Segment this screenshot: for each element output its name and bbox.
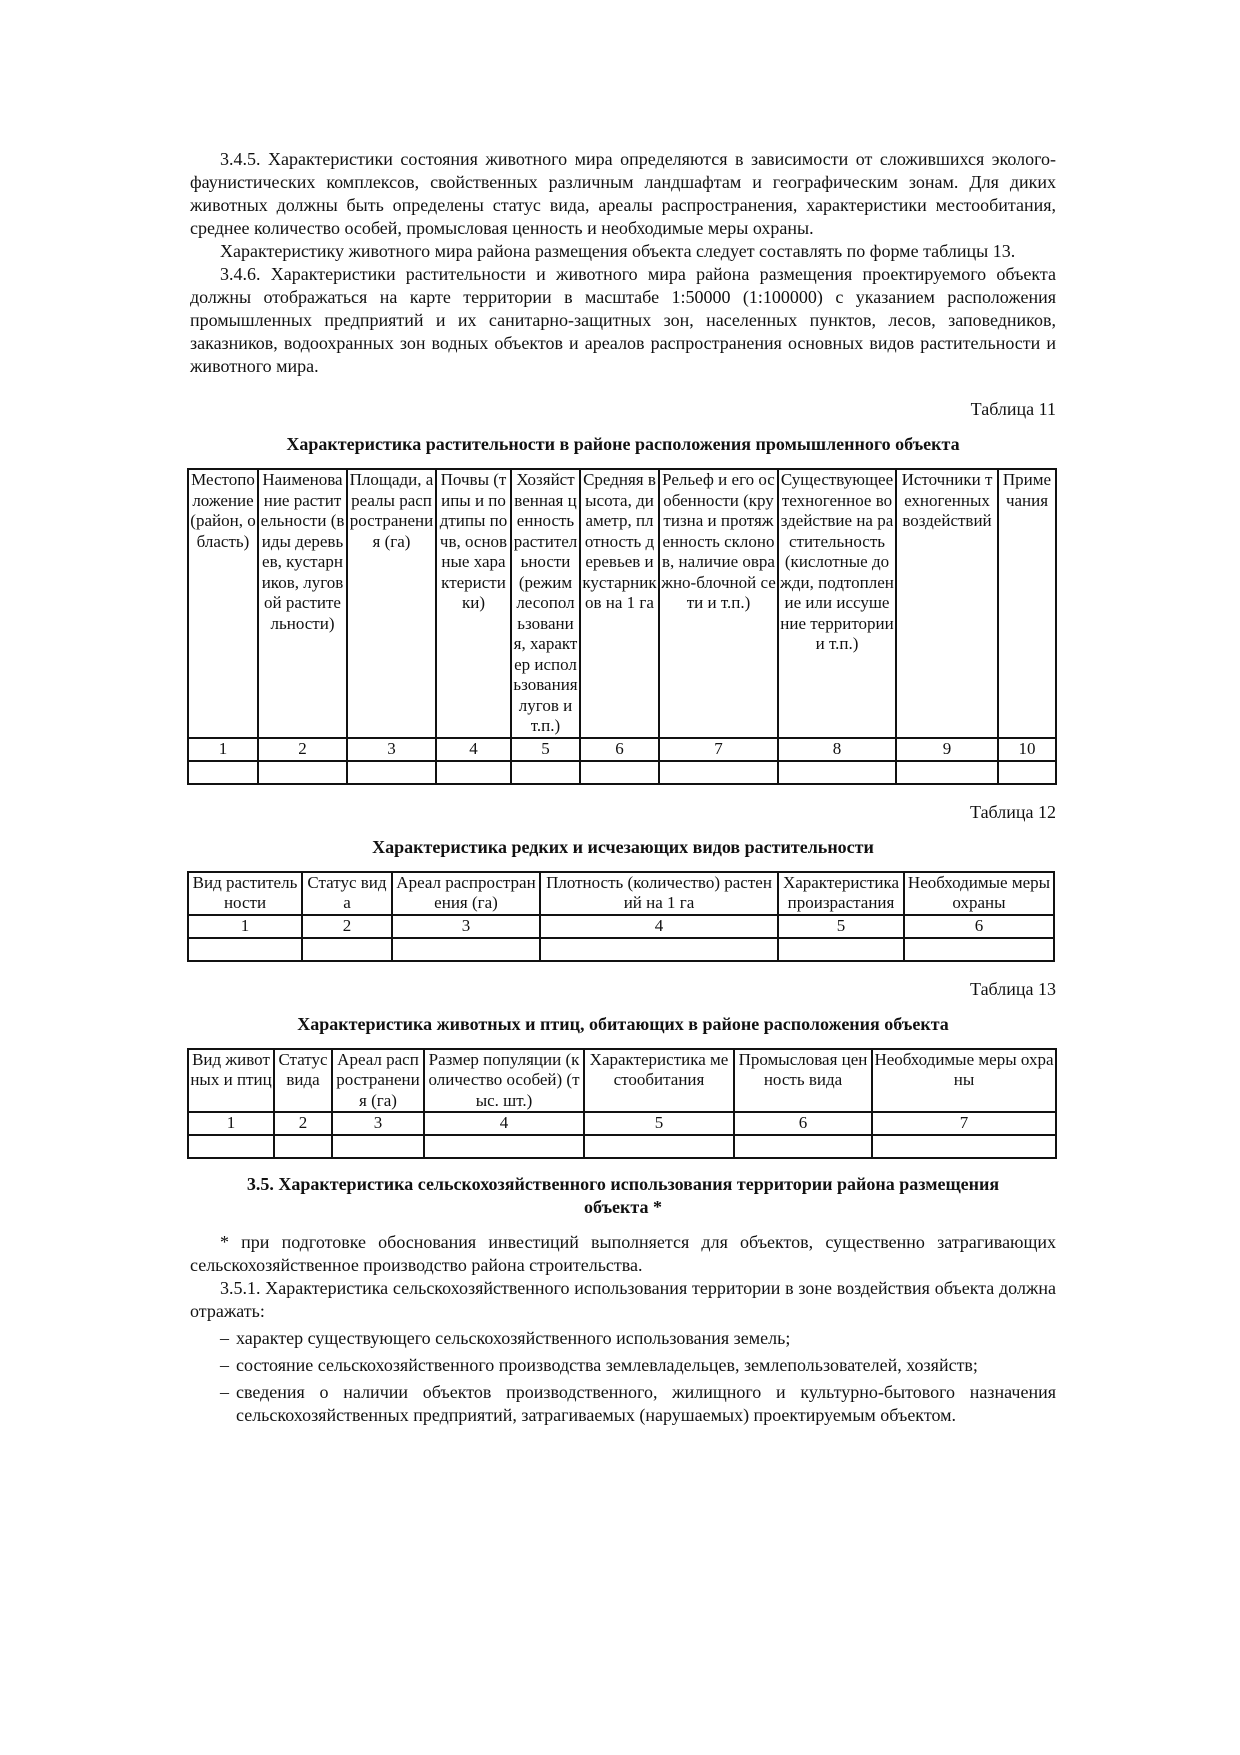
table11-header-cell: Местоположение (район, область) <box>188 469 258 738</box>
table12-label: Таблица 12 <box>970 801 1056 822</box>
table13-number-cell: 6 <box>734 1112 872 1135</box>
table11-label: Таблица 11 <box>970 399 1056 419</box>
table13-number-cell: 4 <box>424 1112 584 1135</box>
table11-number-cell: 7 <box>659 738 778 761</box>
table11-number-cell: 5 <box>511 738 580 761</box>
table13-empty-cell <box>872 1135 1056 1158</box>
table11-header-cell: Источники техногенных воздействий <box>896 469 998 738</box>
table13-header-row <box>188 1049 1056 1113</box>
table11-number-cell: 10 <box>998 738 1056 761</box>
table11-header-cell: Примечания <box>998 469 1056 738</box>
list-item-text: состояние сельскохозяйственного производства землевладельцев, землепользователей, хозяйств; <box>236 1355 978 1375</box>
list-item-text: характер существующего сельскохозяйственного использования земель; <box>236 1328 791 1348</box>
list-item <box>190 1381 1056 1427</box>
paragraph-3-4-6: 3.4.6. Характеристики растительности и животного мира района размещения проектируемого объекта должны отображаться на карте территории в масштабе 1:50000 (1:100000) с указанием расположения промышленных предприятий и их санитарно-защитных зон, населенных пунктов, лесов, заповедников, заказников, водоохранных зон водных объектов и ареалов распространения основных видов растительности и животного мира. <box>190 264 1056 376</box>
table11-number-cell: 4 <box>436 738 511 761</box>
table13-number-cell: 1 <box>188 1112 274 1135</box>
table12-number-cell: 4 <box>540 915 778 938</box>
table11-empty-row <box>188 761 1056 784</box>
dash-bullet: – <box>220 1328 229 1348</box>
paragraph-animal-form: Характеристику животного мира района размещения объекта следует составлять по форме таблицы 13. <box>220 241 1016 261</box>
table11-header-cell: Наименование растительности (виды деревьев, кустарников, луговой растительности) <box>258 469 347 738</box>
table12-title: Характеристика редких и исчезающих видов растительности <box>372 836 874 857</box>
table12-empty-cell <box>904 938 1054 961</box>
table11-number-cell: 8 <box>778 738 896 761</box>
table13-empty-cell <box>424 1135 584 1158</box>
table11-empty-cell <box>258 761 347 784</box>
table13-header-cell: Вид животных и птиц <box>188 1049 274 1113</box>
table12-empty-cell <box>302 938 392 961</box>
table11-number-cell: 2 <box>258 738 347 761</box>
dash-bullet: – <box>220 1355 229 1375</box>
table11-title: Характеристика растительности в районе расположения промышленного объекта <box>286 434 960 454</box>
table13-empty-cell <box>734 1135 872 1158</box>
table11-number-cell: 6 <box>580 738 659 761</box>
table12-number-cell: 1 <box>188 915 302 938</box>
table11-empty-cell <box>580 761 659 784</box>
table13-header-cell: Необходимые меры охраны <box>872 1049 1056 1113</box>
table12-empty-row <box>188 938 1054 961</box>
table11-header-row <box>188 469 1056 738</box>
section-3-5-heading: 3.5. Характеристика сельскохозяйственного использования территории района размещения объекта * <box>246 1174 1000 1217</box>
table12-empty-cell <box>392 938 540 961</box>
list-item <box>190 1327 1056 1350</box>
paragraph-3-5-1: 3.5.1. Характеристика сельскохозяйственного использования территории в зоне воздействия объекта должна отражать: <box>190 1278 1056 1321</box>
table12-header-cell: Плотность (количество) растений на 1 га <box>540 872 778 915</box>
table12-header-cell: Ареал распространения (га) <box>392 872 540 915</box>
table12-header-row <box>188 872 1054 915</box>
table13-header-cell: Размер популяции (количество особей) (тыс. шт.) <box>424 1049 584 1113</box>
document-page <box>190 148 1056 1427</box>
table12-number-cell: 3 <box>392 915 540 938</box>
section-3-5-footnote: * при подготовке обоснования инвестиций выполняется для объектов, существенно затрагивающих сельскохозяйственное производство района строительства. <box>190 1232 1056 1275</box>
table12-header-cell: Статус вида <box>302 872 392 915</box>
table11-number-cell: 1 <box>188 738 258 761</box>
table13-number-cell: 5 <box>584 1112 734 1135</box>
table11 <box>187 468 1057 785</box>
table12-header-cell: Необходимые меры охраны <box>904 872 1054 915</box>
table11-empty-cell <box>998 761 1056 784</box>
table12-number-cell: 6 <box>904 915 1054 938</box>
table11-empty-cell <box>436 761 511 784</box>
list-item-text: сведения о наличии объектов производственного, жилищного и культурно-бытового назначения сельскохозяйственных предприятий, затрагиваемых (нарушаемых) проектируемым объектом. <box>236 1382 1056 1425</box>
table11-number-cell: 3 <box>347 738 436 761</box>
table13-empty-cell <box>274 1135 332 1158</box>
table11-header-cell: Хозяйственная ценность растительности (режим лесопользования, характер использования лугов и т.п.) <box>511 469 580 738</box>
table12-header-cell: Вид растительности <box>188 872 302 915</box>
table13-header-cell: Промысловая ценность вида <box>734 1049 872 1113</box>
table13-number-row <box>188 1112 1056 1135</box>
table12-number-row <box>188 915 1054 938</box>
list-item <box>190 1354 1056 1377</box>
table13-number-cell: 7 <box>872 1112 1056 1135</box>
table11-empty-cell <box>778 761 896 784</box>
table11-header-cell: Площади, ареалы распространения (га) <box>347 469 436 738</box>
table12-number-cell: 2 <box>302 915 392 938</box>
table12-empty-cell <box>188 938 302 961</box>
table12-empty-cell <box>540 938 778 961</box>
paragraph-3-4-5: 3.4.5. Характеристики состояния животного мира определяются в зависимости от сложившихся эколого-фаунистических комплексов, свойственных различным ландшафтам и географическим зонам. Для диких животных должны быть определены статус вида, ареалы распространения, характеристики местообитания, среднее количество особей, промысловая ценность и необходимые меры охраны. <box>190 149 1056 238</box>
section-3-5-list <box>190 1327 1056 1427</box>
table13 <box>187 1048 1057 1160</box>
table11-header-cell: Средняя высота, диаметр, плотность деревьев и кустарников на 1 га <box>580 469 659 738</box>
table11-number-cell: 9 <box>896 738 998 761</box>
table12-header-cell: Характеристика произрастания <box>778 872 904 915</box>
table13-header-cell: Ареал распространения (га) <box>332 1049 424 1113</box>
table13-label: Таблица 13 <box>970 978 1056 999</box>
table12 <box>187 871 1055 962</box>
table11-number-row <box>188 738 1056 761</box>
table13-header-cell: Статус вида <box>274 1049 332 1113</box>
dash-bullet: – <box>220 1382 229 1402</box>
table11-header-cell: Существующее техногенное воздействие на растительность (кислотные дожди, подтопление или иссушение территории и т.п.) <box>778 469 896 738</box>
table11-empty-cell <box>347 761 436 784</box>
table11-empty-cell <box>896 761 998 784</box>
table11-empty-cell <box>659 761 778 784</box>
table11-empty-cell <box>511 761 580 784</box>
table13-empty-cell <box>332 1135 424 1158</box>
table11-header-cell: Рельеф и его особенности (крутизна и протяженность склонов, наличие овражно-блочной сети и т.п.) <box>659 469 778 738</box>
table12-empty-cell <box>778 938 904 961</box>
table13-empty-cell <box>584 1135 734 1158</box>
table12-number-cell: 5 <box>778 915 904 938</box>
table13-empty-cell <box>188 1135 274 1158</box>
table13-title: Характеристика животных и птиц, обитающих в районе расположения объекта <box>297 1013 949 1034</box>
table11-empty-cell <box>188 761 258 784</box>
table11-header-cell: Почвы (типы и подтипы почв, основные характеристики) <box>436 469 511 738</box>
table13-empty-row <box>188 1135 1056 1158</box>
table13-number-cell: 2 <box>274 1112 332 1135</box>
table13-header-cell: Характеристика местообитания <box>584 1049 734 1113</box>
table13-number-cell: 3 <box>332 1112 424 1135</box>
